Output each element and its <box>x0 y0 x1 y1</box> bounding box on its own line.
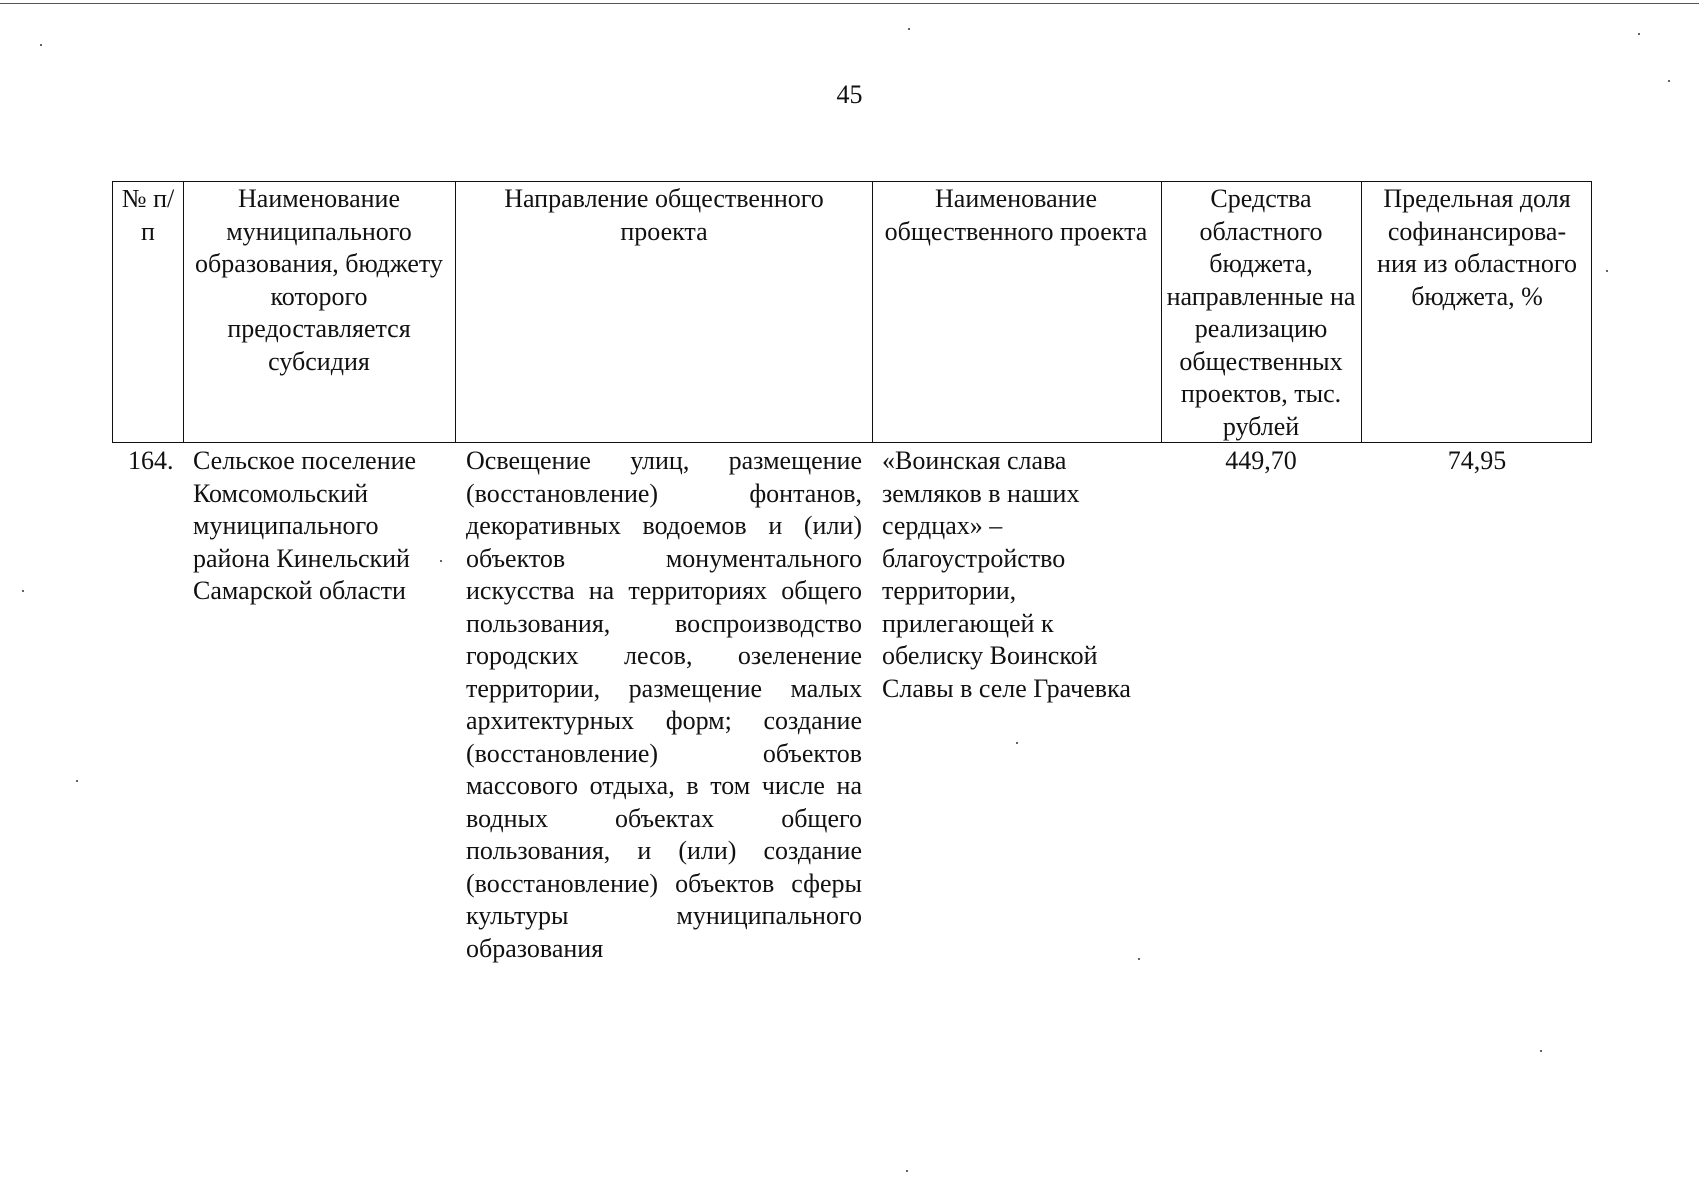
column-divider <box>1161 181 1162 443</box>
scan-speck <box>1540 1050 1542 1052</box>
column-divider <box>1361 181 1362 443</box>
header-direction: Направление общественного проекта <box>504 184 824 246</box>
scan-speck <box>1138 958 1140 960</box>
column-divider <box>183 181 184 443</box>
scan-speck <box>22 590 24 592</box>
scan-speck <box>1638 33 1640 35</box>
scan-speck <box>906 1170 908 1172</box>
scan-speck <box>1016 742 1018 744</box>
page-number: 45 <box>836 80 863 109</box>
scan-speck <box>76 780 78 782</box>
column-divider <box>455 181 456 443</box>
header-number: № п/п <box>121 184 175 246</box>
column-divider <box>872 181 873 443</box>
row-project-name: «Воинская слава земляков в наших сердцах» – благоустройство территории, прилегающей к обелиску Воинской Славы в селе Грачевка <box>882 446 1131 703</box>
scan-top-line <box>0 3 1699 4</box>
row-budget-funds: 449,70 <box>1225 446 1297 475</box>
scan-speck <box>40 44 42 46</box>
header-municipality: Наименование муниципального образования, бюджету которого предоставляется субсидия <box>195 184 443 376</box>
row-number: 164. <box>128 446 174 475</box>
header-project-name: Наименование общественного проекта <box>884 184 1148 246</box>
scan-speck <box>908 28 910 30</box>
row-direction: Освещение улиц, размещение (восстановление) фонтанов, декоративных водоемов и (или) объектов монументального искусства на территориях общего пользования, воспроизводство городских лесов, озеленение территории, размещение малых архитектурных форм; создание (восстановление) объектов массового отдыха, в том числе на водных объектах общего пользования, и (или) создание (восстановление) объектов сферы культуры муниципального образования <box>466 446 862 963</box>
header-max-share: Предельная доля софинансирова- ния из областного бюджета, % <box>1377 184 1577 311</box>
row-max-share: 74,95 <box>1447 446 1507 475</box>
scan-speck <box>1606 270 1608 272</box>
header-budget-funds: Средства областного бюджета, направленные на реализацию общественных проектов, тыс. рублей <box>1166 184 1356 441</box>
row-municipality: Сельское поселение Комсомольский муниципального района Кинельский Самарской области <box>193 446 417 605</box>
